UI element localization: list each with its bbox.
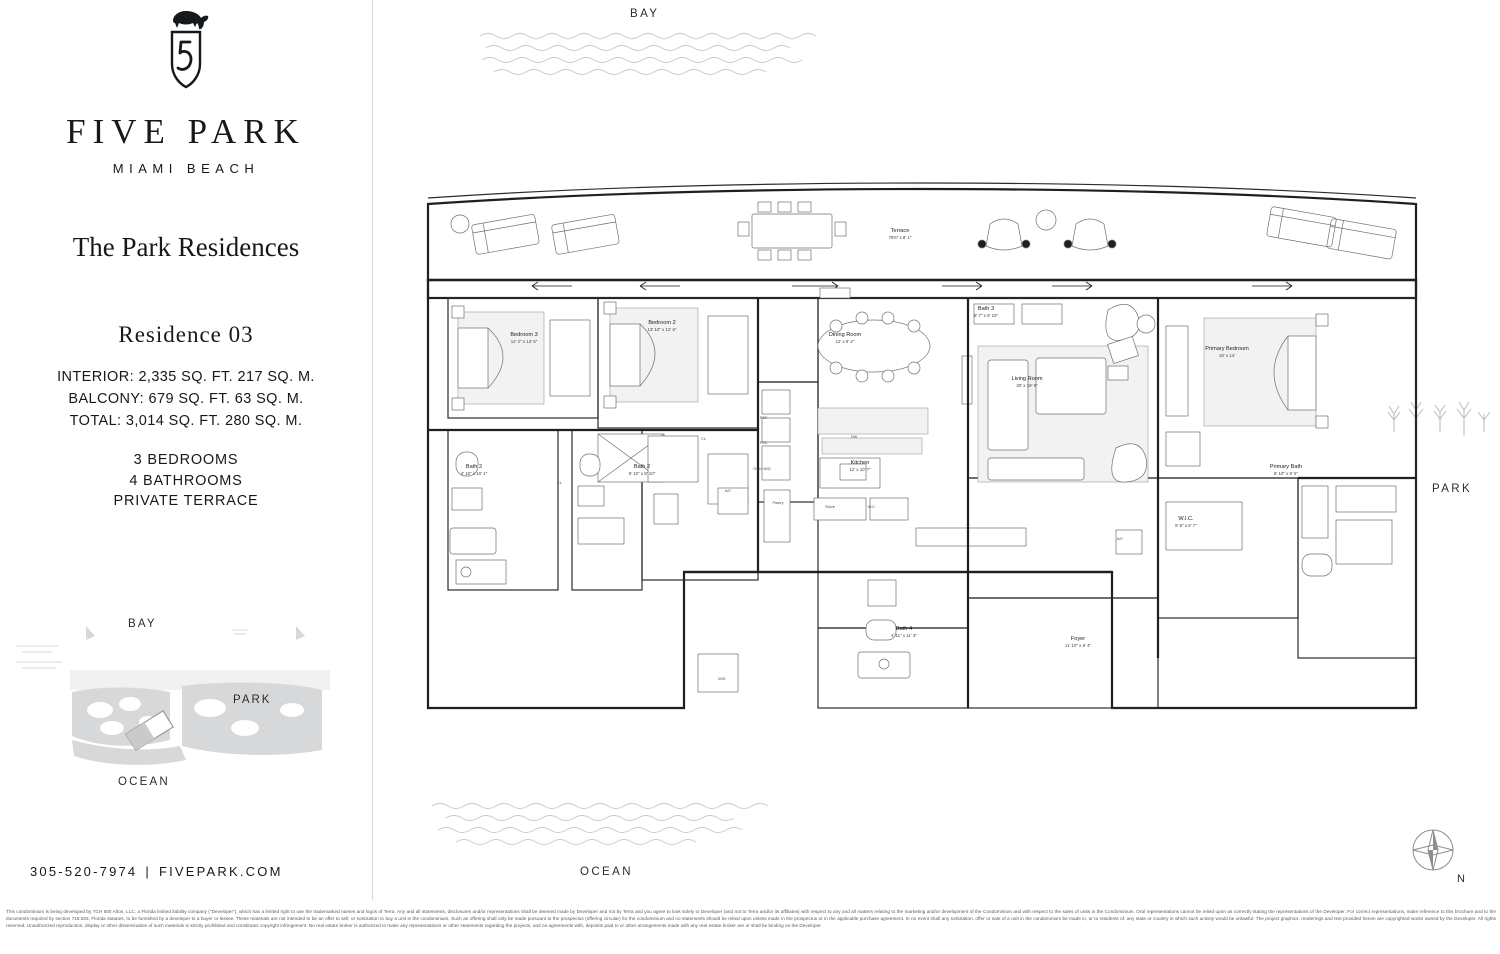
room-name: Terrace <box>890 228 910 234</box>
plan-label-park: PARK <box>1432 483 1473 495</box>
balcony-area: BALCONY: 679 SQ. FT. 63 SQ. M. <box>68 391 304 407</box>
floorplan-drawing <box>422 168 1422 728</box>
room-dimensions: 13' 10" x 12' 6" <box>647 327 677 332</box>
water-waves-bottom-icon <box>432 800 772 856</box>
room-name: Dining Room <box>828 332 862 338</box>
water-waves-top-icon <box>480 30 820 86</box>
fixture-label: A/C <box>724 489 732 493</box>
room-name: Foyer <box>1070 636 1086 642</box>
room-name: Bath 4 <box>895 626 913 632</box>
collection-title: The Park Residences <box>72 232 300 262</box>
room-dimensions: 12' x 9' 2" <box>835 339 855 344</box>
room-name: Bath 2 <box>465 464 483 470</box>
room-name: Living Room <box>1011 376 1043 382</box>
room-name: Primary Bedroom <box>1205 346 1249 352</box>
room-dimensions: 9' 8" x 6' 7" <box>1175 523 1197 528</box>
plan-label-bay: BAY <box>630 8 660 20</box>
room-dimensions: 12' x 10' 7" <box>849 467 871 472</box>
room-dimensions: 8' 7" x 9' 10" <box>973 313 999 318</box>
feature-list <box>0 450 372 512</box>
room-dimensions: 12' 2" x 13' 5" <box>510 339 538 344</box>
fixture-label: DW <box>850 435 858 439</box>
fixture-label: CL. <box>701 437 707 441</box>
keymap-label-park: PARK <box>233 694 272 706</box>
terrace-feature: PRIVATE TERRACE <box>113 493 259 509</box>
room-name: Kitchen <box>850 460 870 466</box>
phone-number[interactable]: 305-520-7974 <box>30 864 138 879</box>
floorplan-panel <box>372 0 1500 900</box>
room-dimensions: 20' x 19' 9" <box>1016 383 1038 388</box>
residence-label: Residence 03 <box>118 322 254 347</box>
keymap-label-ocean: OCEAN <box>118 776 170 788</box>
fixture-label: Pantry <box>772 501 784 505</box>
room-name: Bedroom 2 <box>648 320 676 326</box>
area-summary <box>0 366 372 432</box>
plan-label-ocean: OCEAN <box>580 866 633 878</box>
room-dimensions: 79'6" x 8' 1" <box>888 235 912 240</box>
room-label <box>889 228 912 240</box>
room-dimensions: 4' 10" x 10' 1" <box>460 471 488 476</box>
fixture-label: Oven W/D <box>753 467 771 471</box>
fixture-label: FRZ. <box>759 441 769 445</box>
room-label <box>1270 464 1302 476</box>
keymap-label-bay: BAY <box>128 618 157 630</box>
legal-disclaimer: This condominium is being developed by TCH 500 Alton, LLC, a Florida limited liability company ("Developer"), which has a limited right to use the trademarked names and logos of Terra. Any and all statements, disclosures and/or representations shall be deemed made by Developer and not by Terra and you agree to look solely to Developer (and not to Terra and/or its affiliates) with respect to any and all matters relating to the marketing and/or development of the Condominium and with respect to the sales of units in the Condominium. Oral representations cannot be relied upon as correctly stating the representations of the Developer. For correct representations, make reference to this brochure and to the documents required by section 718.503, Florida statutes, to be furnished by a developer to a buyer or lessee. These materials are not intended to be an offer to sell, or solicitation to buy a unit in the condominium. Such an offering shall only be made pursuant to the prospectus (offering circular) for the condominium and no statements should be relied upon unless made in the prospectus or in the applicable purchase agreement. In no event shall any solicitation, offer or sale of a unit in the condominium be made in, or to residents of, any state or country in which such activity would be unlawful. The project graphics, renderings and text provided herein are copyrighted works owned by the Developer. All rights reserved. Unauthorized reproduction, display or other dissemination of such materials is strictly prohibited and constitutes copyright infringement. No real estate broker is authorized to make any representations or other statements regarding the projects, and no agreements with, deposits paid to or other arrangements made with any real estate broker are or shall be binding on the Developer. <box>6 909 1496 929</box>
room-name: W.I.C. <box>1178 516 1194 522</box>
site-keymap <box>0 600 372 830</box>
bedroom-count: 3 BEDROOMS <box>133 452 239 468</box>
website-link[interactable]: FIVEPARK.COM <box>158 864 283 879</box>
interior-area: INTERIOR: 2,335 SQ. FT. 217 SQ. M. <box>57 369 315 385</box>
room-name: Primary Bath <box>1269 464 1303 470</box>
fixture-label: A/C <box>1116 537 1124 541</box>
footer-separator: | <box>145 864 151 879</box>
keymap-graphic <box>0 600 372 830</box>
bathroom-count: 4 BATHROOMS <box>129 472 243 489</box>
room-label <box>1065 636 1092 648</box>
fixture-label: CL. <box>557 481 563 485</box>
total-area: TOTAL: 3,014 SQ. FT. 280 SQ. M. <box>69 413 303 429</box>
room-name: Bedroom 3 <box>510 332 538 338</box>
room-name: Bath 3 <box>977 306 995 312</box>
room-dimensions: 18' x 14' <box>1218 353 1236 358</box>
room-dimensions: 5' 10" x 8' 10" <box>628 471 656 476</box>
elephant-logo-icon <box>159 8 213 90</box>
room-dimensions: 4' 11" x 11' 3" <box>891 633 917 638</box>
compass-north-icon <box>1407 824 1469 886</box>
fixture-label: Stove <box>825 505 835 509</box>
brand-block <box>0 8 372 176</box>
room-dimensions: 11' 10" x 5' 4" <box>1064 643 1092 648</box>
room-name: Bath 2 <box>633 464 651 470</box>
fixture-label: W/D <box>718 677 726 681</box>
brand-name: FIVE PARK <box>66 112 306 151</box>
footer-contact <box>30 864 283 879</box>
svg-text:N: N <box>1457 873 1466 885</box>
brand-subtitle: MIAMI BEACH <box>112 161 260 176</box>
fixture-label: REF. <box>759 416 769 420</box>
fixture-label: W.C. <box>867 505 877 509</box>
room-dimensions: 8' 10" x 9' 6" <box>1273 471 1299 476</box>
info-sidebar <box>0 0 373 900</box>
